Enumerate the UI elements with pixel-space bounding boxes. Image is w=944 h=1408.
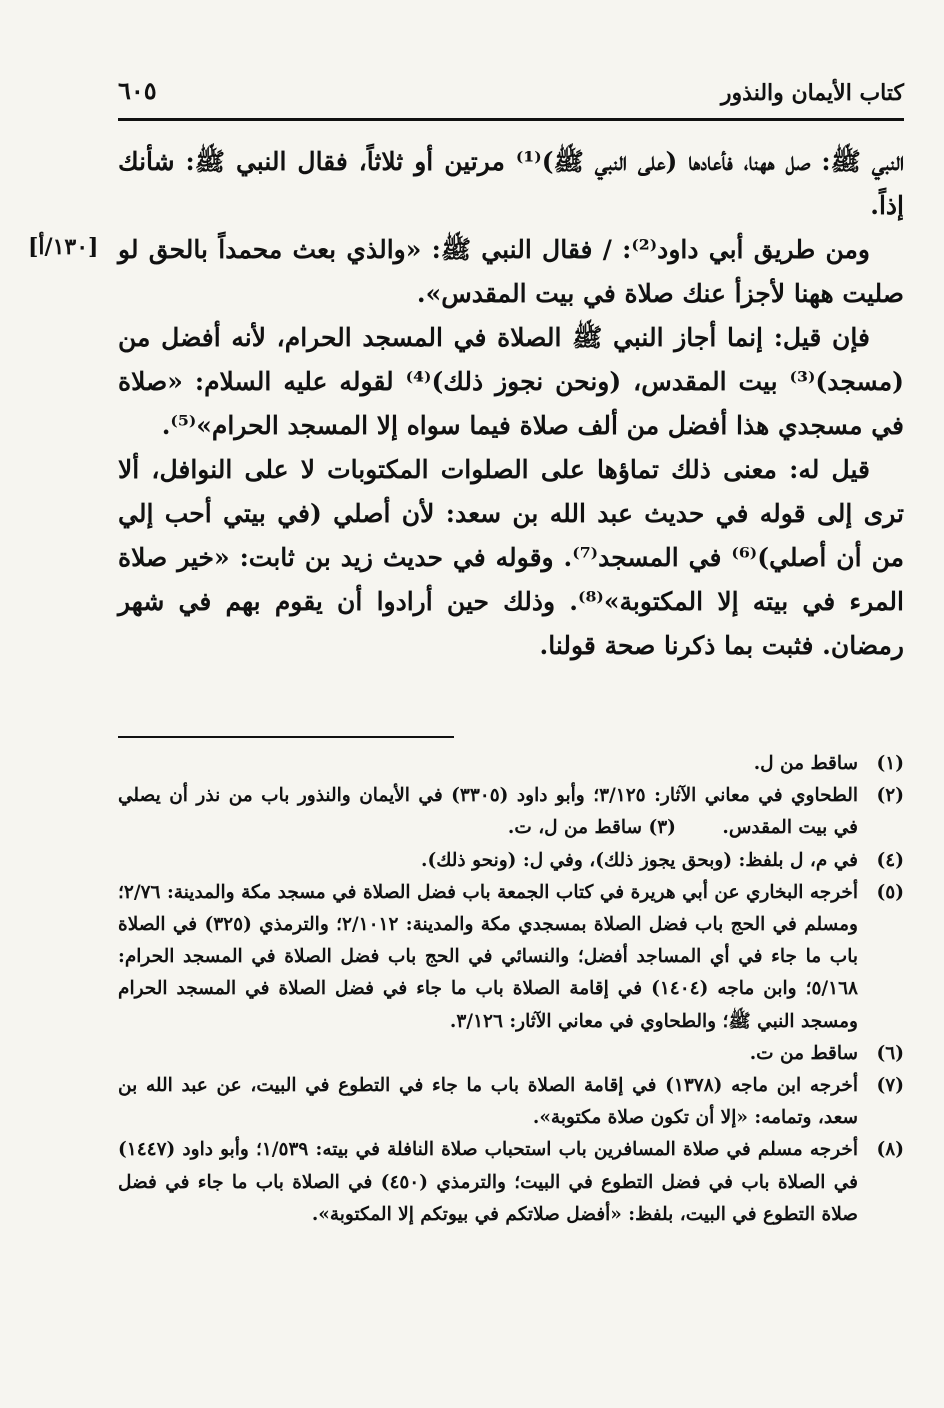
footnote-text: أخرجه ابن ماجه (١٣٧٨) في إقامة الصلاة باب ما جاء في التطوع في البيت، عن عبد الله بن سعد، وتمامه: «إلا أن تكون صلاة مكتوبة». bbox=[118, 1075, 858, 1129]
footnote-text: في م، ل بلفظ: (وبحق يجوز ذلك)، وفي ل: (ونحو ذلك). bbox=[421, 849, 858, 871]
footnote-text: أخرجه البخاري عن أبي هريرة في كتاب الجمعة باب فضل الصلاة في مسجد مكة والمدينة: ٢/٧٦؛ ومسلم في الحج باب فضل الصلاة بمسجدي مكة والمدينة: ٢/١٠١٢؛ والترمذي (٣٢٥) في الصلاة باب ما جاء في أي المساجد أفضل؛ والنسائي في الحج باب فضل الصلاة في المسجد الحرام: ٥/١٦٨؛ وابن ماجه (١٤٠٤) في إقامة الصلاة باب ما جاء في فضل الصلاة في المسجد الحرام ومسجد النبي ﷺ؛ والطحاوي في معاني الآثار: ٣/١٢٦. bbox=[118, 881, 858, 1032]
footnote-number: (١) bbox=[876, 753, 904, 774]
main-text bbox=[118, 140, 904, 668]
page-number: ٦٠٥ bbox=[118, 76, 157, 105]
footnote-text: ساقط من ت. bbox=[749, 1042, 858, 1064]
manuscript-folio-marker: [١٣٠/أ] bbox=[28, 234, 99, 260]
footnote-number: (٤) bbox=[876, 849, 904, 871]
footnote-separator bbox=[118, 736, 454, 738]
footnote-text: الطحاوي في معاني الآثار: ٣/١٢٥؛ وأبو داود (٣٣٠٥) في الأيمان والنذور باب من نذر أن يصلي في بيت المقدس. bbox=[118, 785, 858, 839]
footnote bbox=[118, 877, 904, 1038]
header-title: كتاب الأيمان والنذور bbox=[720, 80, 904, 106]
footnote bbox=[118, 845, 904, 877]
footnote bbox=[118, 780, 904, 844]
footnote-inline: (٣) ساقط من ل، ت. bbox=[507, 817, 676, 839]
footnote-text: أخرجه مسلم في صلاة المسافرين باب استحباب صلاة النافلة في بيته: ١/٥٣٩؛ وأبو داود (١٤٤٧) في الصلاة باب في فضل التطوع في البيت؛ والترمذي (٤٥٠) في الصلاة باب ما جاء في فضل صلاة التطوع في البيت، بلفظ: «أفضل صلاتكم في بيوتكم إلا المكتوبة». bbox=[118, 1139, 858, 1225]
footnote-number: (٥) bbox=[876, 881, 904, 903]
header-rule bbox=[118, 118, 904, 121]
footnote-number: (٨) bbox=[876, 1139, 904, 1161]
body-paragraph: ومن طريق أبي داود⁽²⁾: / فقال النبي ﷺ: «والذي بعث محمداً بالحق لو صليت ههنا لأجزأ عنك صلاة في بيت المقدس». bbox=[118, 235, 904, 308]
footnote-number: (٧) bbox=[876, 1075, 904, 1097]
running-header bbox=[118, 72, 904, 116]
body-paragraph: فإن قيل: إنما أجاز النبي ﷺ الصلاة في المسجد الحرام، لأنه أفضل من (مسجد)⁽³⁾ بيت المقدس، (ونحن نجوز ذلك)⁽⁴⁾ لقوله عليه السلام: «صلاة في مسجدي هذا أفضل من ألف صلاة فيما سواه إلا المسجد الحرام»⁽⁵⁾. bbox=[118, 323, 904, 440]
body-paragraph: قيل له: معنى ذلك تماؤها على الصلوات المكتوبات لا على النوافل، ألا ترى إلى قوله في حديث عبد الله بن سعد: لأن أصلي (في بيتي أحب إلي من أن أصلي)⁽⁶⁾ في المسجد⁽⁷⁾. وقوله في حديث زيد بن ثابت: «خير صلاة المرء في بيته إلا المكتوبة»⁽⁸⁾. وذلك حين أرادوا أن يقوم بهم في شهر رمضان. فثبت بما ذكرنا صحة قولنا. bbox=[118, 455, 904, 660]
footnote-number: (٦) bbox=[876, 1042, 904, 1064]
body-paragraph: النبي ﷺ: صل ههنا، فأعادها (على النبي ﷺ)⁽¹⁾ مرتين أو ثلاثاً، فقال النبي ﷺ: شأنك إذاً. bbox=[118, 147, 904, 220]
footnote-number: (٢) bbox=[876, 785, 904, 807]
footnotes bbox=[118, 748, 904, 1231]
footnote bbox=[118, 1070, 904, 1134]
footnote bbox=[118, 1038, 904, 1070]
footnote-text: ساقط من ل. bbox=[753, 753, 858, 774]
footnote bbox=[118, 1134, 904, 1231]
footnote bbox=[118, 748, 904, 780]
